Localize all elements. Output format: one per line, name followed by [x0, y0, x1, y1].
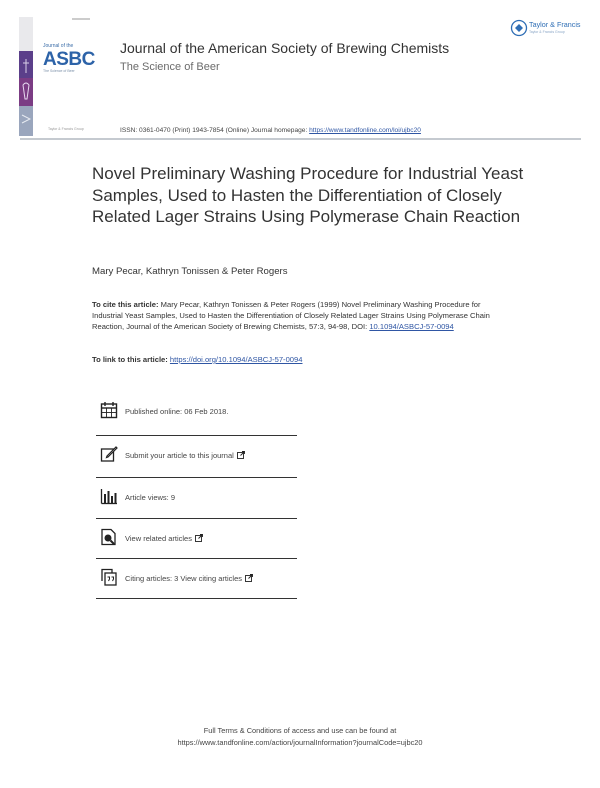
journal-homepage-link[interactable]: https://www.tandfonline.com/loi/ujbc20	[309, 127, 421, 134]
header-divider	[20, 138, 581, 140]
article-views-row	[96, 478, 297, 518]
citing-articles-icon	[100, 568, 118, 586]
external-link-icon	[245, 574, 253, 582]
publisher-tagline: Taylor & Francis Group	[529, 30, 565, 34]
submit-article-text[interactable]: Submit your article to this journal	[125, 451, 234, 460]
doi-link[interactable]: 10.1094/ASBCJ-57-0094	[369, 321, 454, 331]
related-articles-icon	[100, 528, 118, 546]
article-views-text: Article views: 9	[125, 493, 176, 502]
journal-cover-thumbnail	[19, 17, 99, 136]
citing-articles-text[interactable]: Citing articles: 3 View citing articles	[125, 574, 242, 583]
row-divider	[96, 598, 297, 599]
citing-articles-label	[125, 574, 253, 583]
link-line	[92, 355, 302, 364]
related-articles-label	[125, 534, 203, 543]
issn-line	[120, 127, 421, 134]
cover-top-mark	[72, 18, 90, 20]
external-link-icon	[195, 534, 203, 542]
published-online-text: Published online: 06 Feb 2018.	[125, 407, 229, 416]
article-authors: Mary Pecar, Kathryn Tonissen & Peter Rogers	[92, 266, 288, 277]
publisher-name: Taylor & Francis	[529, 20, 581, 29]
edit-icon	[100, 445, 118, 463]
bar-chart-icon	[100, 487, 118, 505]
submit-article-row[interactable]	[96, 436, 297, 476]
footer-terms-text: Full Terms & Conditions of access and use can be found at	[203, 726, 397, 735]
article-doi-url-link[interactable]: https://doi.org/10.1094/ASBCJ-57-0094	[169, 355, 303, 364]
cover-bottom-text: Taylor & Francis Group	[48, 127, 84, 131]
issn-text: ISSN: 0361-0470 (Print) 1943-7854 (Online) Journal homepage:	[120, 127, 310, 134]
cover-asbc-logo: ASBC	[43, 49, 95, 70]
related-articles-row[interactable]	[96, 519, 297, 559]
citing-articles-row[interactable]	[96, 559, 297, 599]
cover-journal-small-text: Journal of the	[43, 43, 74, 49]
cite-text: Mary Pecar, Kathryn Tonissen & Peter Rogers (1999) Novel Preliminary Washing Procedure for Industrial Yeast Samples, Used to Hasten the Differentiation of Closely Related Lager Strains Using Polymerase Chain Reaction, Journal of the American Society of Brewing Chemists, 57:3, 94-98, DOI:	[92, 300, 490, 331]
cover-decoration-icon	[21, 55, 31, 133]
cover-sub-text: The Science of Beer	[43, 69, 75, 73]
calendar-icon	[100, 401, 118, 419]
article-title: Novel Preliminary Washing Procedure for Industrial Yeast Samples, Used to Hasten the Differentiation of Closely Related Lager Strains Using Polymerase Chain Reaction	[92, 164, 524, 226]
citation-block	[92, 300, 497, 332]
related-articles-text[interactable]: View related articles	[125, 534, 192, 543]
external-link-icon	[237, 451, 245, 459]
submit-article-label	[125, 451, 245, 460]
published-online-row	[96, 392, 297, 432]
footer-journal-info-link[interactable]: https://www.tandfonline.com/action/journalInformation?journalCode=ujbc20	[177, 738, 423, 747]
link-label: To link to this article:	[92, 355, 170, 364]
journal-title: Journal of the American Society of Brewing Chemists	[120, 40, 450, 56]
cite-label: To cite this article:	[92, 300, 159, 309]
journal-subtitle: The Science of Beer	[120, 61, 220, 73]
